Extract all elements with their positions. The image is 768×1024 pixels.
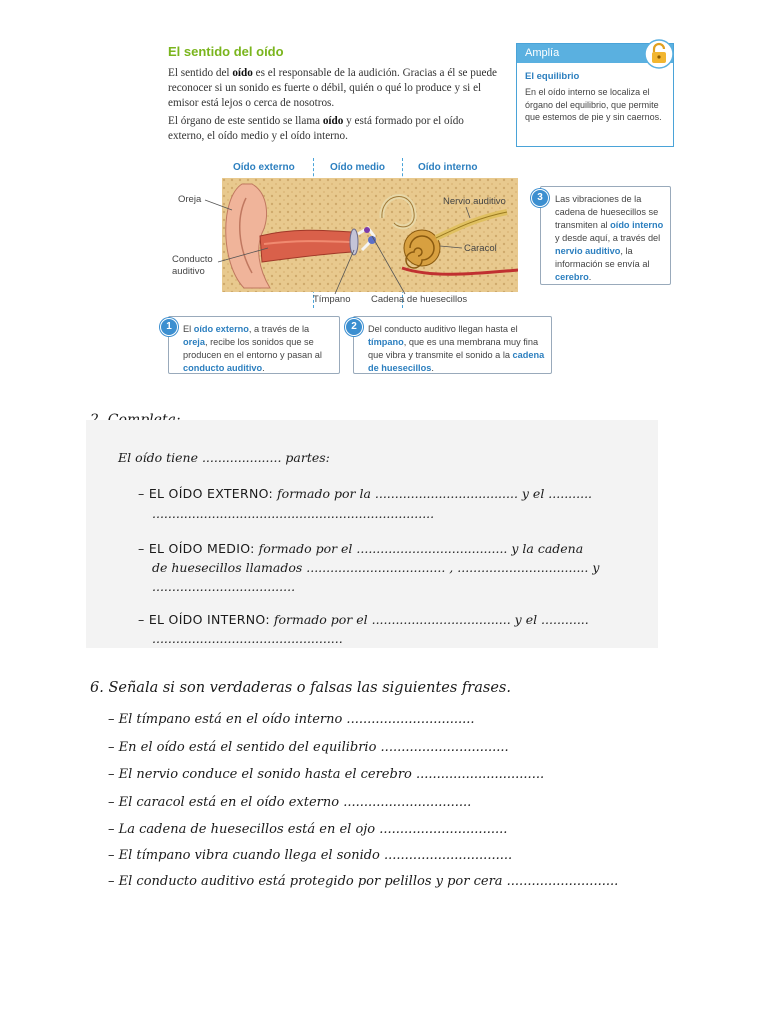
step-badge-1: 1 bbox=[160, 318, 178, 336]
tf-item: – El conducto auditivo está protegido por pelillos y por cera ........................... bbox=[108, 874, 619, 889]
para-text: El órgano de este sentido se llama bbox=[168, 115, 323, 127]
box-highlight: oído interno bbox=[610, 220, 664, 230]
tf-item: – El tímpano está en el oído interno ............................... bbox=[108, 712, 475, 727]
para-text: es el responsable de la audición. Gracias a él se puede reconocer si un sonido es fuerte o débil, quién o qué lo produce y si el emisor está lejos o cerca de nosotros. bbox=[168, 67, 498, 109]
region-label-externo: Oído externo bbox=[233, 162, 295, 173]
box-highlight: cadena de huesecillos bbox=[368, 350, 545, 373]
box-highlight: oído externo bbox=[193, 324, 249, 334]
para-bold: oído bbox=[322, 115, 344, 127]
box-highlight: cerebro bbox=[555, 272, 589, 282]
ex2-externo-rest: formado por la .................................... y el ........... bbox=[273, 486, 593, 501]
ex2-externo-caps: – EL OÍDO EXTERNO: bbox=[138, 486, 274, 501]
label-caracol: Caracol bbox=[464, 243, 497, 254]
info-box-3 bbox=[540, 186, 671, 285]
lock-icon bbox=[643, 39, 675, 69]
amplia-header: Amplía bbox=[517, 44, 673, 63]
ex2-externo-line2: ....................................................................... bbox=[152, 506, 435, 521]
box-text: . bbox=[262, 363, 265, 373]
box-text: , recibe los sonidos que se producen en el entorno y pasan al bbox=[183, 337, 322, 360]
tf-item: – El tímpano vibra cuando llega el sonido ............................... bbox=[108, 848, 513, 863]
tf-item: – El caracol está en el oído externo ............................... bbox=[108, 795, 472, 810]
box-text: . bbox=[431, 363, 434, 373]
amplia-text: En el oído interno se localiza el órgano del equilibrio, que permite que estemos de pie y sin caernos. bbox=[525, 87, 662, 122]
ex2-medio-line1 bbox=[138, 541, 583, 556]
box-text: , a través de la bbox=[248, 324, 310, 334]
intro-paragraph-1 bbox=[168, 66, 500, 111]
box-text: . bbox=[588, 272, 592, 282]
ex2-intro: El oído tiene .................... partes: bbox=[118, 450, 330, 465]
step-badge-2: 2 bbox=[345, 318, 363, 336]
ex2-medio-line3: .................................... bbox=[152, 579, 296, 594]
ex2-externo-line1 bbox=[138, 486, 592, 501]
para-bold: oído bbox=[232, 67, 253, 79]
label-conducto: Conducto auditivo bbox=[172, 254, 213, 277]
ex2-interno-caps: – EL OÍDO INTERNO: bbox=[138, 612, 270, 627]
exercise-6-heading: 6. Señala si son verdaderas o falsas las siguientes frases. bbox=[90, 680, 511, 696]
box-text: y desde aquí, a través del bbox=[555, 233, 661, 243]
tf-item: – El nervio conduce el sonido hasta el cerebro ............................... bbox=[108, 767, 545, 782]
para-text: y está formado por el oído externo, el oído medio y el oído interno. bbox=[168, 115, 464, 142]
box-text: , la información se envía al bbox=[555, 246, 650, 269]
ex2-medio-rest: formado por el ...................................... y la cadena bbox=[254, 541, 584, 556]
para-text: El sentido del bbox=[168, 67, 233, 79]
region-label-interno: Oído interno bbox=[418, 162, 478, 173]
step-badge-3: 3 bbox=[531, 189, 549, 207]
intro-paragraph-2 bbox=[168, 114, 500, 144]
label-timpano: Tímpano bbox=[313, 294, 351, 305]
label-cadena: Cadena de huesecillos bbox=[371, 294, 468, 305]
box-text: Las vibraciones de la cadena de huesecillos se transmiten al bbox=[555, 194, 659, 230]
box-text: , que es una membrana muy fina que vibra y transmite el sonido a la bbox=[368, 337, 539, 360]
box-highlight: oreja bbox=[183, 337, 205, 347]
ex2-interno-rest: formado por el ................................... y el ............ bbox=[269, 612, 589, 627]
label-oreja: Oreja bbox=[178, 194, 202, 205]
label-nervio: Nervio auditivo bbox=[443, 196, 506, 207]
region-label-medio: Oído medio bbox=[330, 162, 385, 173]
info-box-1 bbox=[168, 316, 340, 374]
tf-item: – La cadena de huesecillos está en el ojo ............................... bbox=[108, 822, 508, 837]
amplia-subtitle: El equilibrio bbox=[525, 71, 580, 82]
box-highlight: conducto auditivo bbox=[183, 363, 263, 373]
box-highlight: nervio auditivo bbox=[555, 246, 621, 256]
ex2-medio-caps: – EL OÍDO MEDIO: bbox=[138, 541, 255, 556]
section-title: El sentido del oído bbox=[168, 44, 284, 59]
tf-item: – En el oído está el sentido del equilibrio ............................... bbox=[108, 740, 509, 755]
info-box-2 bbox=[353, 316, 552, 374]
box-highlight: tímpano bbox=[368, 337, 404, 347]
box-text: El bbox=[183, 324, 194, 334]
ex2-medio-line2: de huesecillos llamados ................................... , ................................. y bbox=[152, 560, 600, 575]
ex2-interno-line1 bbox=[138, 612, 589, 627]
ex2-interno-line2: ................................................ bbox=[152, 631, 343, 646]
box-text: Del conducto auditivo llegan hasta el bbox=[368, 324, 518, 334]
